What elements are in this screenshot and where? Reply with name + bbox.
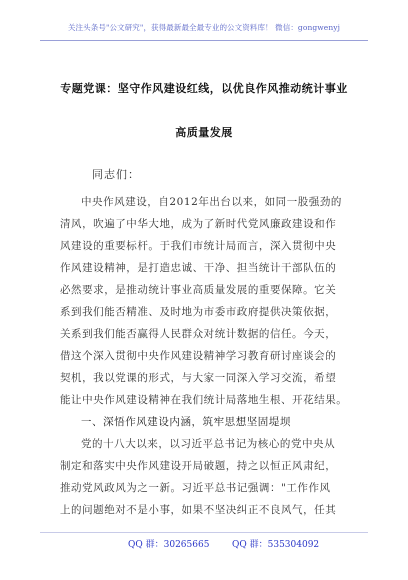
footer-qq-group-1: QQ 群：30265665 <box>128 540 210 550</box>
body-line: 制定和落实中央作风建设开局破题，持之以恒正风肃纪， <box>60 460 337 472</box>
footer-qq-group-2: QQ 群：535304092 <box>232 540 320 550</box>
body-line: 契机，我以党课的形式，与大家一同深入学习交流，希望 <box>60 372 337 384</box>
body-line: 借这个深入贯彻中央作风建设精神学习教育研讨座谈会的 <box>60 350 337 362</box>
header-banner: 关注头条号"公文研究"，获得最新最全最专业的公文资料库！ 微信：gongwenyj <box>67 23 341 32</box>
body-line: 作风建设精神，是打造忠诚、干净、担当统计干部队伍的 <box>60 262 337 274</box>
body-line: 中央作风建设，自2012年出台以来，如同一股强劲的 <box>81 196 342 208</box>
doc-title-line-1: 专题党课：坚守作风建设红线，以优良作风推动统计事业 <box>60 82 348 95</box>
section-heading: 一、深悟作风建设内涵，筑牢思想坚固堤坝 <box>81 416 291 428</box>
salutation: 同志们： <box>92 168 140 181</box>
body-line: 能让中央作风建设精神在我们统计局落地生根、开花结果。 <box>60 394 348 406</box>
body-line: 风建设的重要标杆。于我们市统计局而言，深入贯彻中央 <box>60 240 337 252</box>
body-line: 推动党风政风为之一新。习近平总书记强调："工作作风 <box>60 482 331 494</box>
body-line: 系到我们能否精准、及时地为市委市政府提供决策依据， <box>60 306 337 318</box>
body-line: 关系到我们能否赢得人民群众对统计数据的信任。今天， <box>60 328 337 340</box>
body-line: 清风，吹遍了中华大地，成为了新时代党风廉政建设和作 <box>60 218 337 230</box>
header-divider <box>40 40 368 41</box>
footer-divider <box>40 532 368 533</box>
body-line: 必然要求，是推动统计事业高质量发展的重要保障。它关 <box>60 284 337 296</box>
body-text <box>60 191 356 521</box>
doc-title-line-2: 高质量发展 <box>175 126 233 139</box>
body-line: 党的十八大以来，以习近平总书记为核心的党中央从 <box>81 438 336 450</box>
body-line: 上的问题绝对不是小事，如果不坚决纠正不良风气，任其 <box>60 504 337 516</box>
